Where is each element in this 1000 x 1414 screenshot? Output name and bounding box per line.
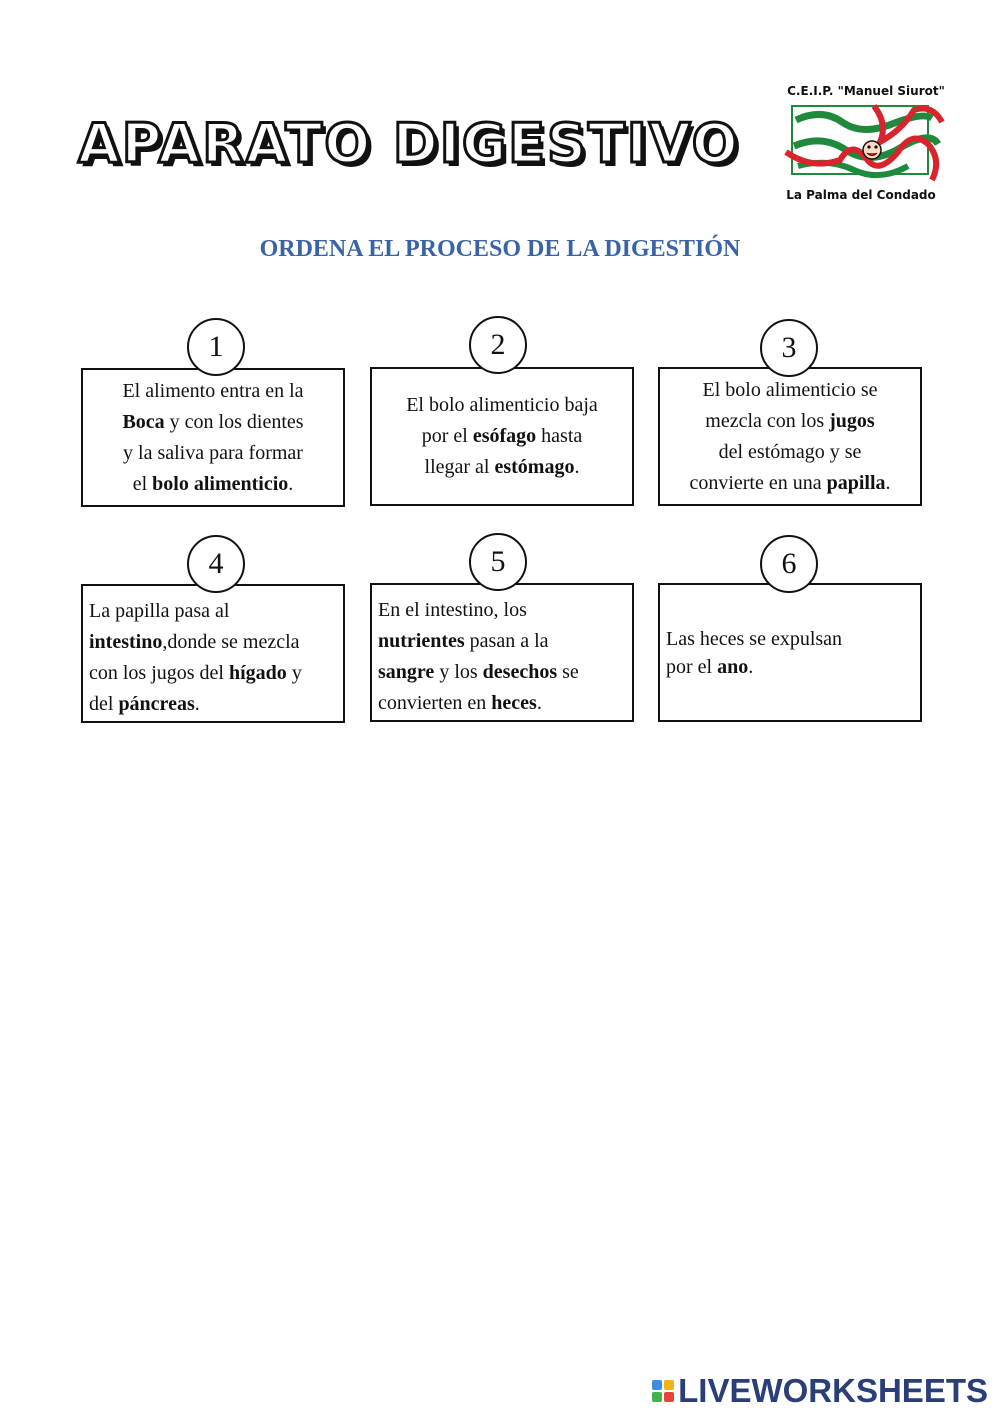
step-number-2[interactable]: 2 [469, 316, 527, 374]
text-run: y la saliva para formar [123, 441, 303, 464]
key-term: nutrientes [378, 630, 465, 652]
card-text-line [89, 627, 337, 658]
key-term: páncreas [118, 693, 195, 715]
card-text-line [666, 468, 914, 499]
key-term: desechos [482, 661, 558, 683]
text-run: . [536, 692, 542, 714]
step-number-3[interactable]: 3 [760, 319, 818, 377]
card-text-line [666, 437, 914, 468]
card-text-line [89, 689, 337, 720]
text-run: el [132, 472, 153, 495]
card-text-line [378, 421, 626, 452]
text-run: y [286, 662, 302, 684]
step-card-4 [81, 584, 345, 723]
text-run: . [748, 656, 754, 678]
card-text-line [378, 595, 626, 626]
text-run: convierten en [378, 692, 492, 714]
step-card-5 [370, 583, 634, 722]
text-run: La papilla pasa al [89, 600, 230, 622]
footer-brand[interactable] [652, 1372, 988, 1410]
text-run: se [557, 661, 579, 683]
text-run: El bolo alimenticio se [702, 378, 878, 401]
key-term: bolo alimenticio [152, 472, 289, 495]
card-text-line [666, 625, 914, 653]
card-text-line [378, 626, 626, 657]
card-text-line [378, 452, 626, 483]
text-run: por el [421, 425, 473, 447]
brand-label: LIVEWORKSHEETS [678, 1372, 988, 1409]
text-run: . [288, 472, 294, 495]
school-emblem-icon [782, 100, 952, 186]
school-logo [776, 84, 956, 208]
step-number-4[interactable]: 4 [187, 535, 245, 593]
text-run: llegar al [424, 456, 495, 478]
text-run: hasta [536, 425, 583, 447]
page-title: APARATO DIGESTIVO [78, 112, 740, 175]
key-term: heces [491, 692, 537, 714]
text-run: . [574, 456, 580, 478]
key-term: estómago [494, 456, 575, 478]
text-run: Las heces se expulsan [666, 628, 843, 650]
key-term: intestino [89, 631, 163, 653]
text-run: convierte en una [689, 471, 827, 494]
key-term: esófago [472, 425, 537, 447]
text-run: . [194, 693, 200, 715]
card-text-line [378, 390, 626, 421]
key-term: ano [717, 656, 749, 678]
card-text-line [89, 658, 337, 689]
card-text-line [89, 596, 337, 627]
key-term: sangre [378, 661, 435, 683]
card-text-line [378, 688, 626, 719]
card-text-line [89, 376, 337, 407]
key-term: Boca [122, 410, 165, 433]
step-card-1 [81, 368, 345, 507]
text-run: del [89, 693, 119, 715]
text-run: . [885, 471, 891, 494]
key-term: jugos [829, 409, 875, 432]
text-run: mezcla con los [705, 409, 830, 432]
text-run: El alimento entra en la [122, 379, 304, 402]
card-text-line [89, 438, 337, 469]
text-run: ,donde se mezcla [162, 631, 300, 653]
text-run: por el [666, 656, 718, 678]
text-run: pasan a la [464, 630, 549, 652]
card-text-line [89, 469, 337, 500]
step-card-6 [658, 583, 922, 722]
card-text-line [378, 657, 626, 688]
text-run: del estómago y se [718, 440, 862, 463]
text-run: y los [434, 661, 483, 683]
text-run: En el intestino, los [378, 599, 527, 621]
text-run: El bolo alimenticio baja [406, 394, 598, 416]
step-card-2 [370, 367, 634, 506]
step-card-3 [658, 367, 922, 506]
step-number-5[interactable]: 5 [469, 533, 527, 591]
key-term: papilla [826, 471, 886, 494]
text-run: y con los dientes [164, 410, 304, 433]
card-text-line [666, 653, 914, 681]
text-run: con los jugos del [89, 662, 229, 684]
school-name: C.E.I.P. "Manuel Siurot" [787, 84, 945, 98]
card-text-line [666, 375, 914, 406]
step-number-1[interactable]: 1 [187, 318, 245, 376]
key-term: hígado [229, 662, 287, 684]
card-text-line [89, 407, 337, 438]
school-town: La Palma del Condado [786, 188, 936, 202]
card-text-line [666, 406, 914, 437]
liveworksheets-logo-icon [652, 1380, 674, 1402]
instruction-heading: ORDENA EL PROCESO DE LA DIGESTIÓN [259, 236, 741, 262]
step-number-6[interactable]: 6 [760, 535, 818, 593]
